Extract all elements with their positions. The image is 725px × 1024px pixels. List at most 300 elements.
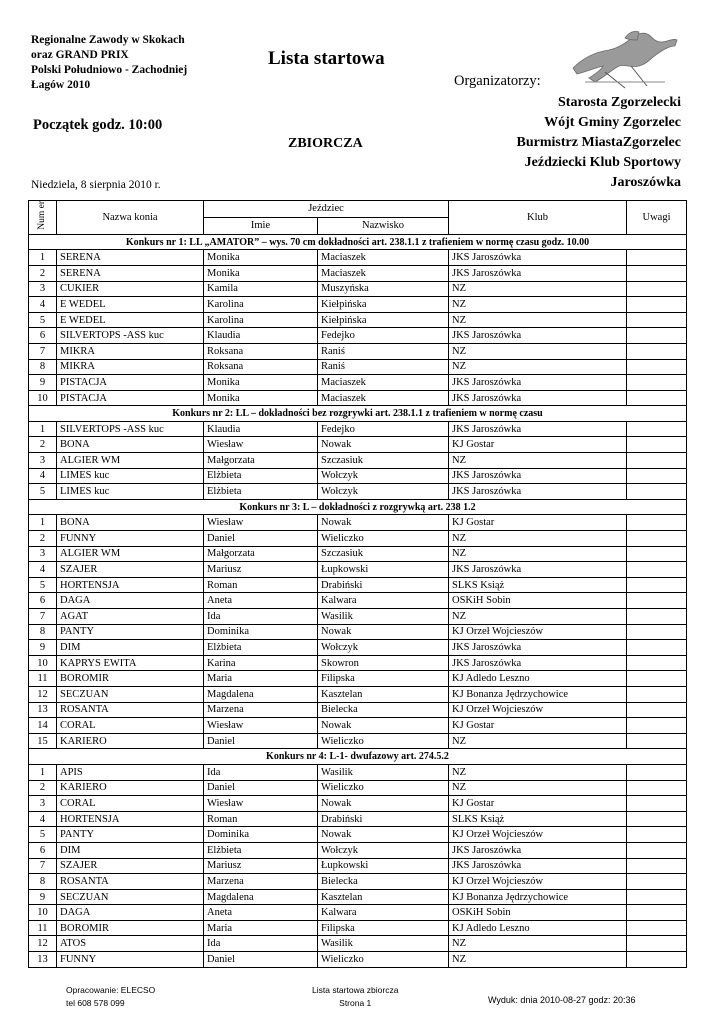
start-number: 9 [29,375,57,391]
club-name: JKS Jaroszówka [449,390,627,406]
rider-first-name: Daniel [204,952,318,968]
start-time: Początek godz. 10:00 [33,117,163,133]
rider-first-name: Marzena [204,702,318,718]
notes [627,889,687,905]
rider-first-name: Elżbieta [204,842,318,858]
horse-name: SZAJER [57,562,204,578]
rider-first-name: Kamila [204,281,318,297]
rider-first-name: Roman [204,811,318,827]
horse-name: KARIERO [57,733,204,749]
footer-printed: Wyduk: dnia 2010-08-27 godz: 20:36 [488,995,636,1005]
organizer-item: Jaroszówka [610,175,681,190]
rider-first-name: Magdalena [204,686,318,702]
table-row [29,655,687,671]
rider-first-name: Daniel [204,780,318,796]
rider-last-name: Raniś [318,343,449,359]
horse-name: CORAL [57,718,204,734]
table-row [29,936,687,952]
club-name: JKS Jaroszówka [449,858,627,874]
horse-name: APIS [57,764,204,780]
horse-name: LIMES kuc [57,484,204,500]
rider-first-name: Małgorzata [204,546,318,562]
horse-name: BOROMIR [57,920,204,936]
rider-first-name: Mariusz [204,858,318,874]
notes [627,905,687,921]
rider-first-name: Wiesław [204,796,318,812]
start-number: 8 [29,359,57,375]
notes [627,624,687,640]
rider-first-name: Roman [204,577,318,593]
notes [627,718,687,734]
rider-last-name: Maciaszek [318,390,449,406]
horse-name: MIKRA [57,359,204,375]
club-name: OSKiH Sobin [449,905,627,921]
rider-last-name: Szczasiuk [318,546,449,562]
notes [627,343,687,359]
rider-first-name: Ida [204,764,318,780]
rider-first-name: Monika [204,250,318,266]
notes [627,609,687,625]
column-header-horse: Nazwa konia [57,201,204,235]
club-name: OSKiH Sobin [449,593,627,609]
table-row [29,827,687,843]
rider-first-name: Maria [204,671,318,687]
table-row [29,577,687,593]
start-number: 6 [29,593,57,609]
table-row [29,265,687,281]
start-number: 10 [29,390,57,406]
rider-first-name: Elżbieta [204,468,318,484]
start-number: 15 [29,733,57,749]
table-row [29,920,687,936]
table-row [29,468,687,484]
table-header [29,201,687,235]
horse-name: AGAT [57,609,204,625]
horse-name: KAPRYS EWITA [57,655,204,671]
horse-name: BONA [57,515,204,531]
notes [627,952,687,968]
horse-name: FUNNY [57,952,204,968]
horse-name: ROSANTA [57,874,204,890]
organizer-item: Burmistrz MiastaZgorzelec [516,135,681,150]
club-name: KJ Orzeł Wojcieszów [449,827,627,843]
competition-title: Konkurs nr 2: LL – dokładności bez rozgrywki art. 238.1.1 z trafieniem w normę czasu [29,406,687,422]
horse-name: PANTY [57,624,204,640]
event-name-line: Regionalne Zawody w Skokach [31,34,185,46]
club-name: SLKS Książ [449,811,627,827]
horse-name: SILVERTOPS -ASS kuc [57,328,204,344]
rider-last-name: Maciaszek [318,265,449,281]
club-name: KJ Orzeł Wojcieszów [449,702,627,718]
notes [627,671,687,687]
horse-name: E WEDEL [57,312,204,328]
start-number: 1 [29,515,57,531]
club-name: KJ Adledo Leszno [449,920,627,936]
club-name: NZ [449,609,627,625]
rider-last-name: Drabiński [318,577,449,593]
notes [627,375,687,391]
horse-name: SERENA [57,250,204,266]
competition-section-title-row [29,499,687,515]
notes [627,515,687,531]
rider-last-name: Filipska [318,671,449,687]
rider-first-name: Ida [204,936,318,952]
table-body [29,234,687,967]
table-row [29,421,687,437]
notes [627,577,687,593]
table-row [29,328,687,344]
start-number: 12 [29,936,57,952]
rider-last-name: Łupkowski [318,858,449,874]
rider-first-name: Roksana [204,359,318,375]
notes [627,531,687,547]
club-name: NZ [449,733,627,749]
rider-last-name: Wieliczko [318,733,449,749]
start-list-table [28,200,687,968]
competition-title: Konkurs nr 4: L-1- dwufazowy art. 274.5.2 [29,749,687,765]
table-row [29,671,687,687]
club-name: NZ [449,453,627,469]
start-number: 10 [29,655,57,671]
horse-name: SECZUAN [57,686,204,702]
club-name: JKS Jaroszówka [449,640,627,656]
event-name-block [31,33,187,93]
horse-name: SERENA [57,265,204,281]
table-row [29,297,687,313]
footer-page-number: Strona 1 [339,998,372,1008]
club-name: JKS Jaroszówka [449,265,627,281]
notes [627,437,687,453]
club-name: KJ Bonanza Jędrzychowice [449,686,627,702]
horse-name: MIKRA [57,343,204,359]
horse-name: BOROMIR [57,671,204,687]
table-row [29,593,687,609]
column-header-rider: Jeździec [204,201,449,218]
table-row [29,718,687,734]
notes [627,686,687,702]
organizer-item: Wójt Gminy Zgorzelec [544,115,681,130]
rider-first-name: Ida [204,609,318,625]
notes [627,562,687,578]
rider-first-name: Daniel [204,531,318,547]
rider-last-name: Skowron [318,655,449,671]
notes [627,858,687,874]
table-row [29,702,687,718]
rider-last-name: Wieliczko [318,952,449,968]
column-header-club: Klub [449,201,627,235]
table-row [29,624,687,640]
rider-last-name: Nowak [318,827,449,843]
table-row [29,811,687,827]
horse-name: FUNNY [57,531,204,547]
club-name: KJ Orzeł Wojcieszów [449,874,627,890]
club-name: NZ [449,297,627,313]
rider-first-name: Monika [204,390,318,406]
rider-last-name: Kiełpińska [318,312,449,328]
table-row [29,390,687,406]
rider-first-name: Karolina [204,312,318,328]
horse-name: CUKIER [57,281,204,297]
rider-last-name: Drabiński [318,811,449,827]
footer-prepared [66,984,155,1010]
footer-prepared-by: Opracowanie: ELECSO [66,985,156,995]
start-number: 7 [29,609,57,625]
notes [627,920,687,936]
rider-first-name: Dominika [204,827,318,843]
start-number: 1 [29,250,57,266]
rider-last-name: Wołczyk [318,484,449,500]
start-number: 4 [29,297,57,313]
rider-first-name: Małgorzata [204,453,318,469]
table-row [29,281,687,297]
notes [627,453,687,469]
start-number: 2 [29,265,57,281]
horse-name: ROSANTA [57,702,204,718]
start-number: 2 [29,531,57,547]
rider-last-name: Maciaszek [318,250,449,266]
rider-last-name: Wieliczko [318,531,449,547]
start-number: 8 [29,874,57,890]
competition-title: Konkurs nr 3: L – dokładności z rozgrywką art. 238 1.2 [29,499,687,515]
club-name: NZ [449,281,627,297]
horse-name: ATOS [57,936,204,952]
horse-name: KARIERO [57,780,204,796]
notes [627,484,687,500]
table-row [29,515,687,531]
table-row [29,858,687,874]
club-name: NZ [449,764,627,780]
start-number: 3 [29,281,57,297]
notes [627,733,687,749]
rider-last-name: Wołczyk [318,640,449,656]
rider-first-name: Dominika [204,624,318,640]
start-number: 11 [29,671,57,687]
organizers-list [517,93,681,193]
table-row [29,484,687,500]
table-row [29,796,687,812]
rider-last-name: Raniś [318,359,449,375]
organizer-item: Starosta Zgorzelecki [558,95,681,110]
rider-first-name: Monika [204,265,318,281]
rider-first-name: Aneta [204,905,318,921]
start-number: 12 [29,686,57,702]
table-row [29,562,687,578]
club-name: JKS Jaroszówka [449,562,627,578]
start-number: 13 [29,952,57,968]
club-name: KJ Gostar [449,796,627,812]
notes [627,265,687,281]
notes [627,936,687,952]
horse-name: HORTENSJA [57,577,204,593]
table-row [29,437,687,453]
club-name: NZ [449,359,627,375]
rider-first-name: Elżbieta [204,640,318,656]
rider-last-name: Kiełpińska [318,297,449,313]
rider-last-name: Wołczyk [318,468,449,484]
rider-last-name: Szczasiuk [318,453,449,469]
rider-first-name: Mariusz [204,562,318,578]
event-name-line: Łagów 2010 [31,79,91,91]
table-row [29,531,687,547]
start-number: 7 [29,343,57,359]
rider-last-name: Nowak [318,624,449,640]
club-name: JKS Jaroszówka [449,484,627,500]
rider-last-name: Kalwara [318,593,449,609]
start-number: 4 [29,468,57,484]
footer-doc [312,984,398,1010]
table-row [29,343,687,359]
start-number: 14 [29,718,57,734]
rider-first-name: Aneta [204,593,318,609]
horse-name: BONA [57,437,204,453]
competition-title: Konkurs nr 1: LL „AMATOR” – wys. 70 cm dokładności art. 238.1.1 z trafieniem w normę czasu godz. 10.00 [29,234,687,250]
table-row [29,359,687,375]
rider-last-name: Fedejko [318,328,449,344]
start-number: 3 [29,453,57,469]
rider-last-name: Nowak [318,515,449,531]
competition-section-title-row [29,749,687,765]
table-row [29,905,687,921]
horse-name: DAGA [57,593,204,609]
horse-name: DIM [57,640,204,656]
event-name-line: oraz GRAND PRIX [31,49,129,61]
rider-last-name: Nowak [318,718,449,734]
rider-last-name: Wasilik [318,609,449,625]
club-name: NZ [449,343,627,359]
club-name: JKS Jaroszówka [449,250,627,266]
rider-first-name: Magdalena [204,889,318,905]
table-row [29,780,687,796]
start-number: 7 [29,858,57,874]
start-number: 10 [29,905,57,921]
rider-first-name: Monika [204,375,318,391]
notes [627,593,687,609]
club-name: SLKS Książ [449,577,627,593]
club-name: KJ Orzeł Wojcieszów [449,624,627,640]
club-name: NZ [449,952,627,968]
rider-first-name: Daniel [204,733,318,749]
column-header-first-name: Imie [204,217,318,234]
horse-name: HORTENSJA [57,811,204,827]
table-row [29,312,687,328]
table-row [29,733,687,749]
rider-last-name: Muszyńska [318,281,449,297]
horse-name: ALGIER WM [57,546,204,562]
club-name: JKS Jaroszówka [449,655,627,671]
table-row [29,453,687,469]
start-number: 2 [29,437,57,453]
rider-last-name: Bielecka [318,874,449,890]
club-name: NZ [449,312,627,328]
rider-first-name: Wiesław [204,515,318,531]
notes [627,250,687,266]
horse-name: SILVERTOPS -ASS kuc [57,421,204,437]
list-subtitle: ZBIORCZA [288,136,363,151]
table-row [29,609,687,625]
column-header-last-name: Nazwisko [318,217,449,234]
club-name: JKS Jaroszówka [449,468,627,484]
start-number: 6 [29,842,57,858]
start-number: 2 [29,780,57,796]
rider-first-name: Karolina [204,297,318,313]
start-number: 3 [29,546,57,562]
horse-name: SZAJER [57,858,204,874]
competition-section-title-row [29,406,687,422]
table-row [29,640,687,656]
start-number: 9 [29,889,57,905]
rider-last-name: Wołczyk [318,842,449,858]
rider-first-name: Klaudia [204,421,318,437]
notes [627,390,687,406]
club-name: JKS Jaroszówka [449,842,627,858]
column-header-number: Num er [29,201,57,235]
club-name: KJ Gostar [449,437,627,453]
notes [627,546,687,562]
notes [627,874,687,890]
notes [627,281,687,297]
club-name: JKS Jaroszówka [449,421,627,437]
footer-doc-name: Lista startowa zbiorcza [312,985,399,995]
table-row [29,686,687,702]
table-row [29,764,687,780]
notes [627,655,687,671]
notes [627,312,687,328]
horse-name: PANTY [57,827,204,843]
competition-section-title-row [29,234,687,250]
club-name: KJ Bonanza Jędrzychowice [449,889,627,905]
horse-jumping-icon [565,28,683,90]
notes [627,811,687,827]
rider-last-name: Łupkowski [318,562,449,578]
start-number: 5 [29,827,57,843]
club-name: JKS Jaroszówka [449,328,627,344]
horse-name: DAGA [57,905,204,921]
start-number: 4 [29,562,57,578]
rider-last-name: Bielecka [318,702,449,718]
notes [627,796,687,812]
rider-last-name: Wasilik [318,764,449,780]
rider-last-name: Kasztelan [318,889,449,905]
notes [627,468,687,484]
start-number: 5 [29,484,57,500]
notes [627,764,687,780]
start-number: 8 [29,624,57,640]
table-row [29,842,687,858]
rider-last-name: Wasilik [318,936,449,952]
horse-name: LIMES kuc [57,468,204,484]
start-number: 3 [29,796,57,812]
table-row [29,874,687,890]
rider-first-name: Klaudia [204,328,318,344]
start-number: 5 [29,577,57,593]
start-number: 6 [29,328,57,344]
start-number: 5 [29,312,57,328]
club-name: NZ [449,531,627,547]
club-name: KJ Gostar [449,515,627,531]
horse-name: E WEDEL [57,297,204,313]
rider-last-name: Wieliczko [318,780,449,796]
rider-last-name: Kasztelan [318,686,449,702]
table-row [29,375,687,391]
club-name: JKS Jaroszówka [449,375,627,391]
rider-first-name: Karina [204,655,318,671]
horse-name: ALGIER WM [57,453,204,469]
organizers-label: Organizatorzy: [454,73,541,89]
table-row [29,889,687,905]
rider-last-name: Maciaszek [318,375,449,391]
footer-phone: tel 608 578 099 [66,998,125,1008]
table-row [29,250,687,266]
